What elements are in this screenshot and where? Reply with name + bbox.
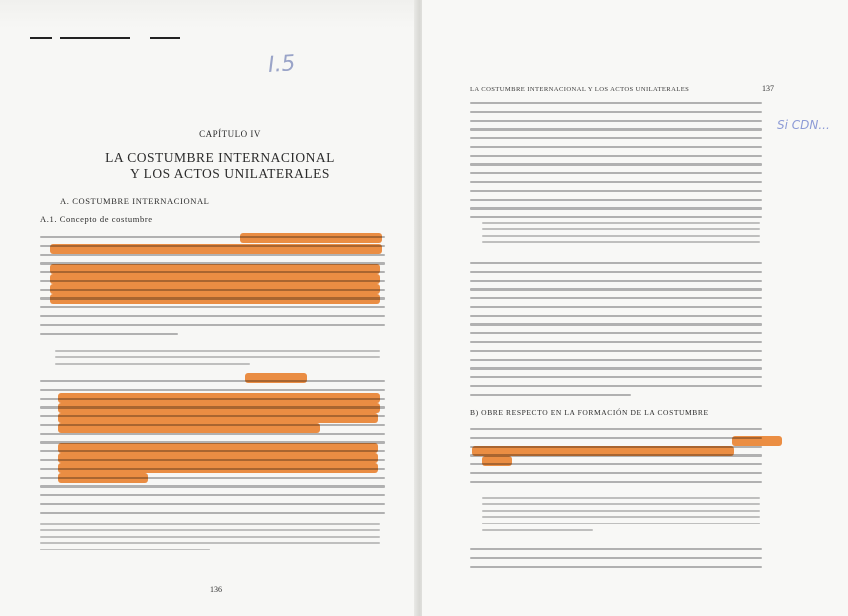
highlight [58,443,378,453]
highlight [58,463,378,473]
running-header: LA COSTUMBRE INTERNACIONAL Y LOS ACTOS UNILATERALES [470,86,690,93]
chapter-label: CAPÍTULO IV [199,129,261,139]
indented-note-lines [55,350,380,369]
rule-mark [30,37,52,39]
chapter-title-line1: LA COSTUMBRE INTERNACIONAL [105,150,335,165]
highlight [482,456,512,466]
left-page [0,0,418,616]
highlight [50,294,380,304]
page-number: 137 [762,84,774,93]
paragraph-lines [470,548,762,574]
chapter-title-line2: Y LOS ACTOS UNILATERALES [130,166,330,181]
margin-note: Si CDN... [777,118,830,132]
highlight [472,446,734,456]
highlight [240,233,382,243]
section-heading: B) OBRE RESPECTO EN LA FORMACIÓN DE LA COSTUMBRE [470,408,709,417]
handwritten-mark: I.5 [267,51,297,78]
subsection-heading: A.1. Concepto de costumbre [40,214,153,224]
rule-mark [60,37,130,39]
highlight [58,473,148,483]
highlight [50,284,380,294]
highlight [245,373,307,383]
footnote-lines [40,523,380,555]
highlight [58,423,320,433]
paragraph-lines [470,102,762,225]
highlight [50,244,382,254]
scan-band [0,0,418,28]
highlight [732,436,782,446]
section-heading: A. COSTUMBRE INTERNACIONAL [60,196,210,206]
highlight [50,274,380,284]
right-page [422,0,848,616]
page-number: 136 [210,585,222,594]
highlight [58,403,380,413]
highlight [58,413,378,423]
indented-note-lines [482,222,760,248]
paragraph-lines [470,428,762,489]
highlight [50,264,380,274]
paragraph-lines [470,262,762,403]
rule-mark [150,37,180,39]
highlight [58,393,380,403]
highlight [58,453,378,463]
indented-note-lines [482,497,760,535]
